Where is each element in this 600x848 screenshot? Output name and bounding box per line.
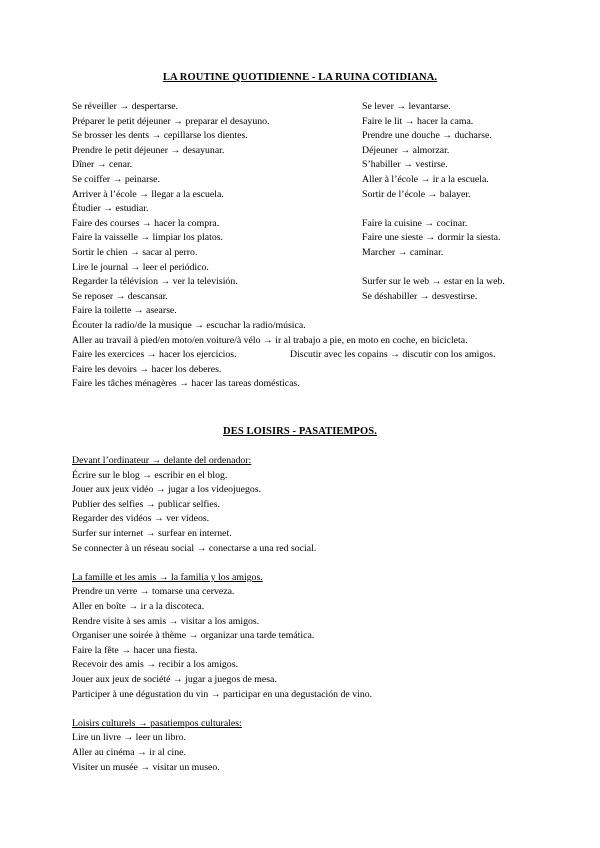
routine-item: Discutir avec les copains → discutir con los amigos. bbox=[290, 349, 496, 361]
list-item: Regarder des vidéos → ver vídeos. bbox=[72, 513, 210, 525]
routine-item: Faire les devoirs → hacer los deberes. bbox=[72, 363, 222, 375]
routine-item: Surfer sur le web → estar en la web. bbox=[362, 276, 505, 288]
routine-item: Écouter la radio/de la musique → escuchar la radio/música. bbox=[72, 320, 306, 331]
section-heading: Devant l’ordinateur → delante del ordenador: bbox=[72, 455, 252, 466]
list-item: Organiser une soirée à thème → organizar una tarde temática. bbox=[72, 630, 315, 642]
list-item: Se connecter à un réseau social → conectarse a una red social. bbox=[72, 542, 317, 554]
section-heading: Loisirs culturels → pasatiempos culturales: bbox=[72, 717, 242, 729]
routine-item: Se lever → levantarse. bbox=[362, 101, 451, 112]
list-item: Prendre un verre → tomarse una cerveza. bbox=[72, 586, 235, 598]
routine-item: Déjeuner → almorzar. bbox=[362, 144, 450, 156]
routine-item: S’habiller → vestirse. bbox=[362, 159, 448, 171]
list-item: Aller en boîte → ir a la discoteca. bbox=[72, 601, 205, 612]
routine-item: Marcher → caminar. bbox=[362, 247, 444, 258]
routine-item: Aller au travail à pied/en moto/en voiture/à vélo → ir al trabajo a pie, en moto en coche, en bicicleta. bbox=[72, 334, 468, 346]
routine-item: Prendre le petit déjeuner → desayunar. bbox=[72, 144, 225, 156]
routine-item: Faire les exercices → hacer los ejercicios. bbox=[72, 349, 237, 361]
routine-item: Aller à l’école → ir a la escuela. bbox=[362, 174, 489, 185]
routine-item: Sortir de l’école → balayer. bbox=[362, 188, 471, 200]
page-title-routine: LA ROUTINE QUOTIDIENNE - LA RUINA COTIDIANA. bbox=[162, 72, 438, 83]
routine-item: Se déshabiller → desvestirse. bbox=[362, 290, 478, 302]
list-item: Faire la fête → hacer una fiesta. bbox=[72, 644, 198, 656]
routine-item: Se coiffer → peinarse. bbox=[72, 174, 160, 185]
routine-item: Faire une sieste → dormir la siesta. bbox=[362, 232, 501, 244]
list-item: Aller au cinéma → ir al cine. bbox=[72, 747, 186, 758]
routine-item: Arriver à l’école → llegar a la escuela. bbox=[72, 188, 224, 200]
routine-item: Regarder la télévision → ver la televisión. bbox=[72, 276, 238, 288]
list-item: Lire un livre → leer un libro. bbox=[72, 732, 186, 744]
page-title-loisirs: DES LOISIRS - PASATIEMPOS. bbox=[223, 426, 377, 437]
routine-item: Se réveiller → despertarse. bbox=[72, 101, 179, 112]
list-item: Rendre visite à ses amis → visitar a los amigos. bbox=[72, 615, 260, 627]
routine-item: Étudier → estudiar. bbox=[72, 203, 149, 215]
routine-item: Se reposer → descansar. bbox=[72, 290, 168, 302]
list-item: Participer à une dégustation du vin → participar en una degustación de vino. bbox=[72, 688, 373, 700]
list-item: Visiter un musée → visitar un museo. bbox=[72, 761, 220, 773]
routine-item: Faire la vaisselle → limpiar los platos. bbox=[72, 232, 224, 244]
routine-item: Faire la toilette → asearse. bbox=[72, 305, 177, 317]
routine-item: Faire les tâches ménagères → hacer las tareas domésticas. bbox=[72, 378, 300, 390]
list-item: Publier des selfies → publicar selfies. bbox=[72, 498, 221, 510]
routine-item: Faire des courses → hacer la compra. bbox=[72, 217, 220, 229]
list-item: Jouer aux jeux de société → jugar a juegos de mesa. bbox=[72, 674, 277, 685]
routine-item: Prendre une douche → ducharse. bbox=[362, 130, 492, 142]
routine-item: Sortir le chien → sacar al perro. bbox=[72, 247, 198, 258]
routine-item: Se brosser les dents → cepillarse los dientes. bbox=[72, 130, 248, 142]
routine-item: Lire le journal → leer el periódico. bbox=[72, 261, 209, 273]
list-item: Surfer sur internet → surfear en internet. bbox=[72, 528, 232, 539]
list-item: Jouer aux jeux vidéo → jugar a los videojuegos. bbox=[72, 484, 262, 496]
routine-item: Dîner → cenar. bbox=[72, 159, 133, 171]
routine-item: Faire la cuisine → cocinar. bbox=[362, 217, 468, 229]
section-heading: La famille et les amis → la familia y los amigos. bbox=[72, 571, 263, 583]
routine-item: Préparer le petit déjeuner → preparar el desayuno. bbox=[72, 115, 270, 127]
list-item: Recevoir des amis → recibir a los amigos. bbox=[72, 659, 238, 671]
list-item: Écrire sur le blog → escribir en el blog. bbox=[72, 469, 228, 481]
routine-item: Faire le lit → hacer la cama. bbox=[362, 115, 474, 127]
